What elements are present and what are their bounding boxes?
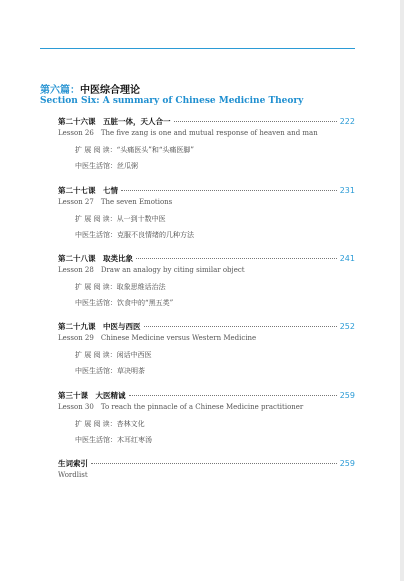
- lesson-title[interactable]: 第三十课 大医精诚: [58, 391, 126, 400]
- lesson-english-title: Lesson 28 Draw an analogy by citing similar object: [58, 266, 245, 274]
- lesson-entry[interactable]: [58, 116, 355, 174]
- section-title: [40, 81, 140, 96]
- leader-dots: [174, 121, 337, 122]
- lesson-english-title: Lesson 26 The five zang is one and mutual response of heaven and man: [58, 129, 318, 137]
- extended-reading: 扩 展 阅 读：“头痛医头”和“头痛医脚”: [75, 146, 194, 154]
- wordlist-english-title: Wordlist: [58, 471, 88, 479]
- extended-reading: 扩 展 阅 读：闲话中西医: [75, 351, 152, 359]
- wordlist-entry[interactable]: [58, 458, 355, 481]
- lesson-title[interactable]: 第二十七课 七情: [58, 186, 118, 195]
- lesson-entry[interactable]: [58, 390, 355, 448]
- lesson-english-title: Lesson 27 The seven Emotions: [58, 198, 173, 206]
- lesson-entry[interactable]: [58, 253, 355, 311]
- wordlist-heading-row[interactable]: [58, 458, 355, 469]
- lesson-english-title: Lesson 30 To reach the pinnacle of a Chinese Medicine practitioner: [58, 403, 304, 411]
- lesson-title[interactable]: 第二十九课 中医与西医: [58, 322, 141, 331]
- lesson-heading-row[interactable]: [58, 253, 355, 264]
- tcm-life-hall: 中医生活馆：丝瓜粥: [75, 162, 138, 170]
- leader-dots: [129, 395, 337, 396]
- lesson-entry[interactable]: [58, 321, 355, 379]
- leader-dots: [121, 190, 337, 191]
- lesson-heading-row[interactable]: [58, 321, 355, 332]
- section-label: 第六篇：: [40, 85, 80, 96]
- page-number[interactable]: 241: [339, 254, 355, 263]
- page-number[interactable]: 252: [339, 322, 355, 331]
- tcm-life-hall: 中医生活馆：木耳红枣汤: [75, 436, 152, 444]
- page-edge: [400, 0, 404, 581]
- leader-dots: [136, 258, 337, 259]
- header-rule: [40, 48, 355, 49]
- page-number[interactable]: 259: [339, 459, 355, 468]
- page-number[interactable]: 222: [339, 117, 355, 126]
- section-title-zh: 中医综合理论: [80, 85, 140, 96]
- tcm-life-hall: 中医生活馆：饮食中的“黑五类”: [75, 299, 174, 307]
- wordlist-title[interactable]: 生词索引: [58, 459, 88, 468]
- extended-reading: 扩 展 阅 读：从一到十数中医: [75, 215, 166, 223]
- lesson-title[interactable]: 第二十六课 五脏一体，天人合一: [58, 117, 171, 126]
- lesson-heading-row[interactable]: [58, 185, 355, 196]
- lesson-english-title: Lesson 29 Chinese Medicine versus Western Medicine: [58, 334, 257, 342]
- tcm-life-hall: 中医生活馆：克服不良情绪的几种方法: [75, 231, 194, 239]
- extended-reading: 扩 展 阅 读：杏林文化: [75, 420, 145, 428]
- tcm-life-hall: 中医生活馆：草决明茶: [75, 367, 145, 375]
- lesson-heading-row[interactable]: [58, 390, 355, 401]
- leader-dots: [91, 463, 337, 464]
- leader-dots: [144, 326, 337, 327]
- extended-reading: 扩 展 阅 读：取象思维话治法: [75, 283, 166, 291]
- lesson-heading-row[interactable]: [58, 116, 355, 127]
- section-title-en: Section Six: A summary of Chinese Medicine Theory: [40, 96, 304, 106]
- page-number[interactable]: 259: [339, 391, 355, 400]
- page-number[interactable]: 231: [339, 186, 355, 195]
- lesson-title[interactable]: 第二十八课 取类比象: [58, 254, 133, 263]
- lesson-entry[interactable]: [58, 185, 355, 243]
